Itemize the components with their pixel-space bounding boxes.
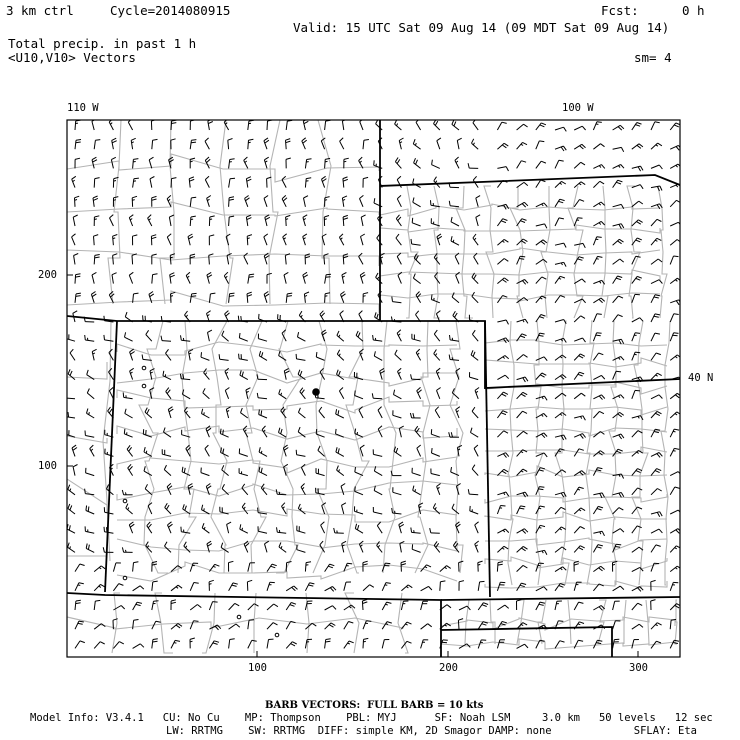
field-vector-title: <U10,V10> Vectors [8, 50, 136, 65]
forecast-hour: 0 h [682, 3, 705, 18]
x-tick-100: 100 [248, 662, 267, 674]
lat-label-40n: 40 N [688, 372, 714, 384]
lon-label-100w: 100 W [562, 102, 594, 114]
city-dot-icon [312, 388, 320, 396]
y-tick-100: 100 [38, 460, 57, 472]
barb-legend: BARB VECTORS: FULL BARB = 10 kts [265, 700, 484, 711]
run-name: 3 km ctrl [6, 3, 74, 18]
smoothing-label: sm= 4 [634, 50, 672, 65]
cycle-label: Cycle=2014080915 [110, 3, 231, 18]
model-info-line2: LW: RRTMG SW: RRTMG DIFF: simple KM, 2D Smagor DAMP: none SFLAY: Eta [166, 725, 698, 737]
x-tick-200: 200 [439, 662, 458, 674]
lon-label-110w: 110 W [67, 102, 99, 114]
field-precip-title: Total precip. in past 1 h [8, 36, 197, 51]
y-tick-200: 200 [38, 269, 57, 281]
model-info-line1: Model Info: V3.4.1 CU: No Cu MP: Thompson PBL: MYJ SF: Noah LSM 3.0 km 50 levels 12 sec [30, 712, 713, 724]
valid-time: Valid: 15 UTC Sat 09 Aug 14 (09 MDT Sat 09 Aug 14) [293, 20, 670, 35]
x-tick-300: 300 [629, 662, 648, 674]
forecast-label: Fcst: [601, 3, 639, 18]
